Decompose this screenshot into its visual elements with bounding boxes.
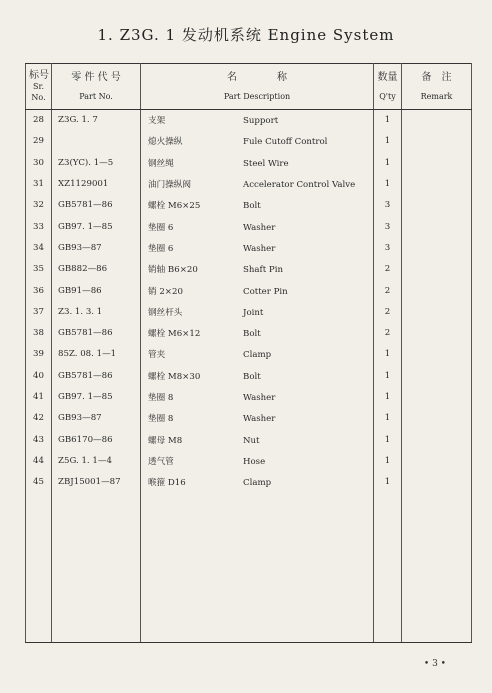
row-remark [402,386,472,407]
row-part-no: Z3(YC). 1—5 [52,152,141,173]
empty-filler-row [26,493,472,643]
table-row [26,301,472,322]
row-qty: 2 [374,259,402,280]
row-desc-en: Washer [243,414,276,425]
row-remark [402,152,472,173]
row-sr-no: 38 [26,322,52,343]
row-desc-en: Washer [243,393,276,403]
row-desc-en: Support [243,116,279,127]
row-part-no: GB97. 1—85 [52,386,141,407]
table-row [26,386,472,407]
row-sr-no: 42 [26,408,52,429]
row-part-no: GB97. 1—85 [52,216,141,237]
table-row [26,408,472,429]
row-desc-cn: 透气管 [148,456,174,467]
table-row [26,131,472,152]
row-description [141,322,374,343]
row-sr-no: 37 [26,301,52,322]
table-row [26,322,472,343]
row-description [141,110,374,131]
row-desc-cn: 螺栓 M6×25 [148,201,201,212]
row-sr-no: 29 [26,131,52,152]
header-remark-cn: 备 注 [421,71,452,83]
header-description [141,64,374,110]
row-description [141,259,374,280]
row-sr-no: 28 [26,110,52,131]
header-part-cn: 零 件 代 号 [71,71,121,83]
row-description [141,365,374,386]
row-qty: 1 [374,365,402,386]
row-remark [402,301,472,322]
row-desc-en: Accelerator Control Valve [243,180,356,191]
row-sr-no: 35 [26,259,52,280]
row-desc-en: Bolt [243,329,261,340]
row-sr-no: 33 [26,216,52,237]
row-remark [402,216,472,237]
page-title: 1. Z3G. 1 发动机系统 Engine System [97,26,395,44]
row-part-no: GB6170—86 [52,429,141,450]
parts-table-body [26,110,472,643]
row-description [141,301,374,322]
row-sr-no: 44 [26,450,52,471]
table-row [26,110,472,131]
header-part-no [52,64,141,110]
row-sr-no: 31 [26,173,52,194]
row-remark [402,131,472,152]
row-desc-cn: 垫圈 6 [148,243,174,254]
row-part-no: GB5781—86 [52,195,141,216]
row-qty: 1 [374,152,402,173]
row-desc-en: Steel Wire [243,158,289,169]
row-description [141,216,374,237]
table-row [26,216,472,237]
row-qty: 1 [374,450,402,471]
row-qty: 1 [374,429,402,450]
row-desc-cn: 支架 [148,116,166,127]
header-qty-cn: 数量 [377,71,398,83]
header-remark [402,64,472,110]
row-part-no: Z5G. 1. 1—4 [52,450,141,471]
row-description [141,472,374,493]
row-qty: 1 [374,386,402,407]
parts-table [25,63,472,643]
table-row [26,429,472,450]
row-description [141,344,374,365]
row-sr-no: 43 [26,429,52,450]
table-row [26,195,472,216]
row-description [141,450,374,471]
row-qty: 3 [374,237,402,258]
row-desc-cn: 垫圈 8 [148,414,174,425]
row-remark [402,408,472,429]
row-sr-no: 39 [26,344,52,365]
row-remark [402,429,472,450]
row-remark [402,110,472,131]
table-row [26,450,472,471]
row-desc-en: Clamp [243,478,272,489]
row-part-no: Z3G. 1. 7 [52,110,141,131]
header-desc-cn: 名 称 [227,71,287,83]
row-description [141,429,374,450]
row-desc-en: Clamp [243,350,272,361]
table-header-row [26,64,472,110]
row-sr-no: 41 [26,386,52,407]
row-sr-no: 36 [26,280,52,301]
row-desc-cn: 钢丝杆头 [148,307,183,318]
row-desc-en: Hose [243,456,266,467]
row-remark [402,472,472,493]
row-desc-cn: 钢丝绳 [148,158,174,169]
row-desc-cn: 喉箍 D16 [148,478,186,489]
row-remark [402,280,472,301]
row-qty: 2 [374,280,402,301]
header-sr-cn: 标号 [29,70,49,81]
header-remark-en: Remark [420,91,453,101]
row-sr-no: 30 [26,152,52,173]
row-desc-en: Fule Cutoff Control [243,137,328,148]
row-sr-no: 32 [26,195,52,216]
row-part-no: GB5781—86 [52,322,141,343]
row-part-no: Z3. 1. 3. 1 [52,301,141,322]
row-description [141,152,374,173]
row-part-no: XZ1129001 [52,173,141,194]
row-desc-cn: 垫圈 8 [148,393,174,403]
row-qty: 1 [374,472,402,493]
row-part-no: GB91—86 [52,280,141,301]
row-qty: 3 [374,216,402,237]
row-desc-cn: 管夹 [148,350,166,361]
table-row [26,259,472,280]
row-qty: 1 [374,173,402,194]
header-desc-en: Part Description [223,91,291,101]
table-row [26,344,472,365]
row-remark [402,344,472,365]
row-desc-cn: 销轴 B6×20 [148,265,198,276]
row-sr-no: 40 [26,365,52,386]
row-desc-en: Bolt [243,371,261,382]
row-remark [402,237,472,258]
row-desc-en: Joint [243,307,264,318]
row-desc-en: Bolt [243,201,261,212]
row-remark [402,450,472,471]
row-qty: 1 [374,131,402,152]
row-description [141,173,374,194]
row-desc-en: Washer [243,222,276,233]
row-qty: 1 [374,344,402,365]
row-sr-no: 34 [26,237,52,258]
row-description [141,131,374,152]
row-qty: 1 [374,110,402,131]
header-sr-en1: Sr. [33,82,44,91]
row-part-no [52,131,141,152]
row-remark [402,195,472,216]
row-part-no: GB5781—86 [52,365,141,386]
row-remark [402,173,472,194]
row-qty: 1 [374,408,402,429]
row-part-no: GB93—87 [52,237,141,258]
table-row [26,280,472,301]
row-qty: 3 [374,195,402,216]
row-desc-cn: 螺栓 M6×12 [148,329,201,340]
row-desc-cn: 螺栓 M8×30 [148,371,201,382]
page-number: • 3 • [423,659,446,669]
row-part-no: GB882—86 [52,259,141,280]
row-part-no: GB93—87 [52,408,141,429]
row-description [141,195,374,216]
table-row [26,365,472,386]
row-sr-no: 45 [26,472,52,493]
row-remark [402,259,472,280]
row-remark [402,322,472,343]
table-row [26,173,472,194]
row-remark [402,365,472,386]
row-desc-cn: 销 2×20 [148,286,183,297]
row-desc-cn: 熄火操纵 [148,137,183,148]
row-part-no: ZBJ15001—87 [52,472,141,493]
row-description [141,237,374,258]
row-description [141,280,374,301]
row-desc-cn: 油门操纵阀 [148,180,191,191]
header-qty-en: Q'ty [379,91,396,101]
row-desc-cn: 螺母 M8 [148,435,183,446]
row-desc-en: Nut [243,435,260,446]
row-part-no: 85Z. 08. 1—1 [52,344,141,365]
row-desc-cn: 垫圈 6 [148,222,174,233]
row-description [141,386,374,407]
table-row [26,152,472,173]
header-sr-en2: No. [31,93,46,102]
table-row [26,472,472,493]
row-desc-en: Cotter Pin [243,286,288,297]
row-description [141,408,374,429]
header-qty [374,64,402,110]
header-sr-no [26,64,52,110]
header-part-en: Part No. [79,91,113,101]
row-desc-en: Washer [243,243,276,254]
row-qty: 2 [374,301,402,322]
row-desc-en: Shaft Pin [243,265,283,276]
row-qty: 2 [374,322,402,343]
table-row [26,237,472,258]
